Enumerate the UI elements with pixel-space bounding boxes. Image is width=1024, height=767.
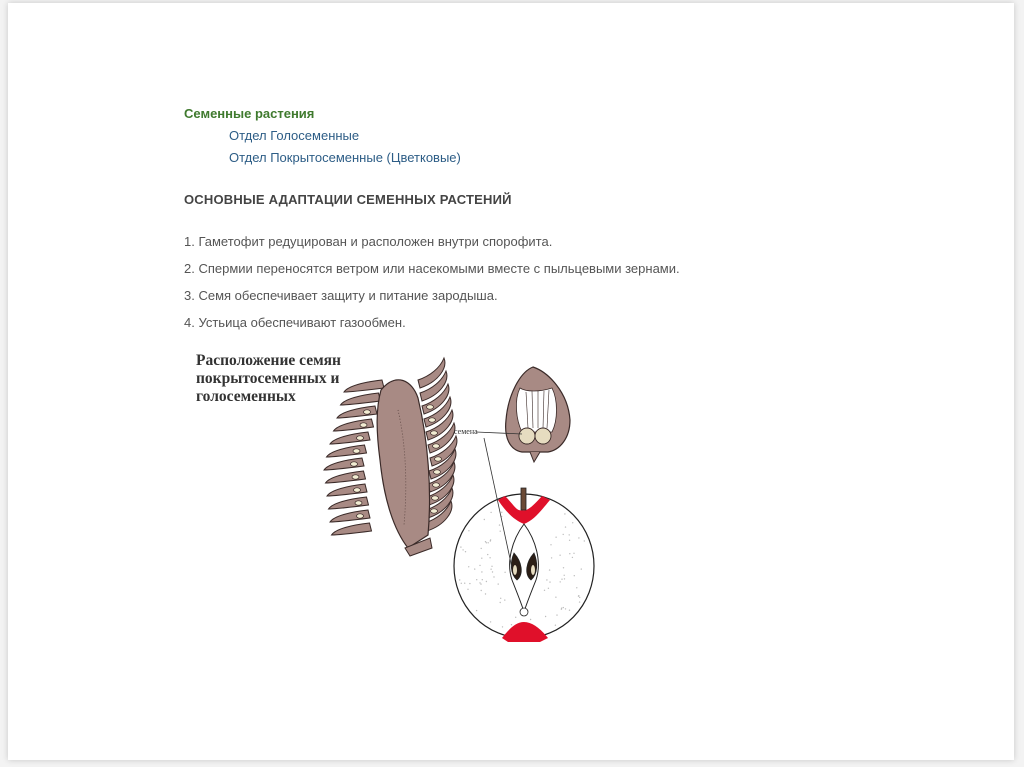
caption-line-3: голосеменных [196,388,296,405]
apple-flesh-dot [515,617,516,618]
apple-flesh-dot [579,601,580,602]
apple-flesh-dot [581,568,582,569]
apple-flesh-dot [464,583,465,584]
apple-flesh-dot [572,557,573,558]
apple-flesh-dot [564,578,565,579]
cone-seed [353,449,360,453]
list-item-4: 4. Устьица обеспечивают газообмен. [184,315,406,330]
apple-flesh-dot [468,530,469,531]
apple-flesh-dot [560,581,561,582]
apple-flesh-dot [578,537,579,538]
apple-flesh-dot [499,524,500,525]
apple-flesh-dot [500,602,501,603]
apple-flesh-dot [501,512,502,513]
apple-flesh-dot [485,593,486,594]
apple-flesh-dot [468,566,469,567]
cone-scale-left [334,419,374,431]
apple-flesh-dot [490,569,491,570]
cone-seed [429,418,436,422]
apple-flesh-dot [579,597,580,598]
apple-flesh-dot [564,575,565,576]
apple-flesh-dot [561,579,562,580]
apple-flesh-dot [551,557,552,558]
apple-flesh-dot [485,541,486,542]
apple-flesh-dot [504,599,505,600]
apple-flesh-dot [488,542,489,543]
cone-seed [355,501,362,505]
apple-flesh-dot [546,579,547,580]
apple-flesh-dot [569,540,570,541]
apple-cross-section [454,488,594,642]
apple-flesh-dot [564,513,565,514]
apple-flesh-dot [492,571,493,572]
apple-flesh-dot [530,619,531,620]
cone-seed [360,423,367,427]
apple-flesh-dot [569,553,570,554]
cone-seed [354,488,361,492]
apple-flesh-dot [504,572,505,573]
apple-flesh-dot [491,566,492,567]
apple-flesh-dot [502,626,503,627]
seeds-label: семена [454,427,478,436]
cone-seed [432,496,439,500]
apple-flesh-dot [486,581,487,582]
apple-flesh-dot [565,526,566,527]
apple-flesh-dot [563,534,564,535]
apple-flesh-dot [460,546,461,547]
heading-seed-plants: Семенные растения [184,106,315,121]
apple-flesh-dot [465,551,466,552]
apple-flesh-dot [574,575,575,576]
apple-flesh-dot [550,544,551,545]
apple-flesh-dot [493,576,494,577]
apple-flesh-dot [476,610,477,611]
apple-flesh-dot [549,581,550,582]
apple-flesh-dot [490,621,491,622]
cone-seed [433,444,440,448]
apple-flesh-dot [565,608,566,609]
list-item-1: 1. Гаметофит редуцирован и расположен внутри спорофита. [184,234,553,249]
subitem-angiosperms: Отдел Покрытосеменные (Цветковые) [229,150,461,165]
cone-seed [364,410,371,414]
subitem-gymnosperms: Отдел Голосеменные [229,128,360,143]
apple-flesh-dot [584,540,585,541]
apple-flesh-dot [481,590,482,591]
apple-flesh-dot [500,531,501,532]
cone-scale-left [327,484,367,496]
caption-line-1: Расположение семян [196,352,341,369]
apple-flesh-dot [569,534,570,535]
apple-flesh-dot [480,583,481,584]
apple-flesh-dot [482,579,483,580]
apple-flesh-dot [556,614,557,615]
cone-scale-left [337,406,377,418]
apple-flesh-dot [459,579,460,580]
apple-flesh-dot [555,625,556,626]
cone-seed [357,436,364,440]
pine-cone-illustration [324,358,457,556]
cone-scale-left [329,497,369,509]
apple-flesh-dot [479,582,480,583]
apple-flesh-dot [469,583,470,584]
apple-flesh-dot [486,542,487,543]
apple-flesh-dot [549,569,550,570]
apple-flesh-dot [569,610,570,611]
apple-flesh-dot [484,519,485,520]
apple-flesh-dot [559,555,560,556]
apple-flesh-dot [555,597,556,598]
cone-scale-left [330,432,370,444]
cone-seed [433,483,440,487]
apple-flesh-dot [511,624,512,625]
apple-flesh-dot [462,549,463,550]
apple-flesh-dot [490,512,491,513]
cone-scale-left [324,458,364,470]
cone-seed [431,431,438,435]
cone-seed [435,457,442,461]
apple-flesh-dot [548,588,549,589]
apple-flesh-dot [474,568,475,569]
cone-seed [351,462,358,466]
apple-flesh-dot [498,583,499,584]
apple-flesh-dot [555,537,556,538]
apple-flesh-dot [545,616,546,617]
apple-flesh-dot [544,590,545,591]
apple-flesh-dot [576,587,577,588]
cone-scale-left [332,523,372,535]
apple-flesh-dot [561,608,562,609]
list-item-2: 2. Спермии переносятся ветром или насекомыми вместе с пыльцевыми зернами. [184,261,680,276]
cone-scale-left [327,445,367,457]
apple-flesh-dot [476,579,477,580]
apple-flesh-dot [481,548,482,549]
cone-seed [431,509,438,513]
apple-flesh-dot [573,553,574,554]
apple-flesh-dot [479,565,480,566]
cone-scale-left [326,471,366,483]
apple-flesh-dot [489,557,490,558]
apple-flesh-dot [563,607,564,608]
flower-illustration [506,367,570,462]
apple-flesh-dot [467,589,468,590]
cone-seed [357,514,364,518]
apple-flesh-dot [481,571,482,572]
apple-flesh-dot [563,567,564,568]
cone-scale-left [330,510,370,522]
caption-line-2: покрытосеменных и [196,370,340,387]
cone-scale-left [344,380,384,392]
apple-flesh-dot [500,598,501,599]
cone-seed [427,405,434,409]
apple-flesh-dot [578,595,579,596]
section-title: ОСНОВНЫЕ АДАПТАЦИИ СЕМЕННЫХ РАСТЕНИЙ [184,192,512,207]
cone-seed [352,475,359,479]
apple-flesh-dot [487,554,488,555]
cone-scale-left [341,393,381,405]
apple-flesh-dot [490,540,491,541]
apple-flesh-dot [481,558,482,559]
list-item-3: 3. Семя обеспечивает защиту и питание зародыша. [184,288,498,303]
cone-seed [434,470,441,474]
apple-flesh-dot [572,522,573,523]
apple-flesh-dot [461,583,462,584]
